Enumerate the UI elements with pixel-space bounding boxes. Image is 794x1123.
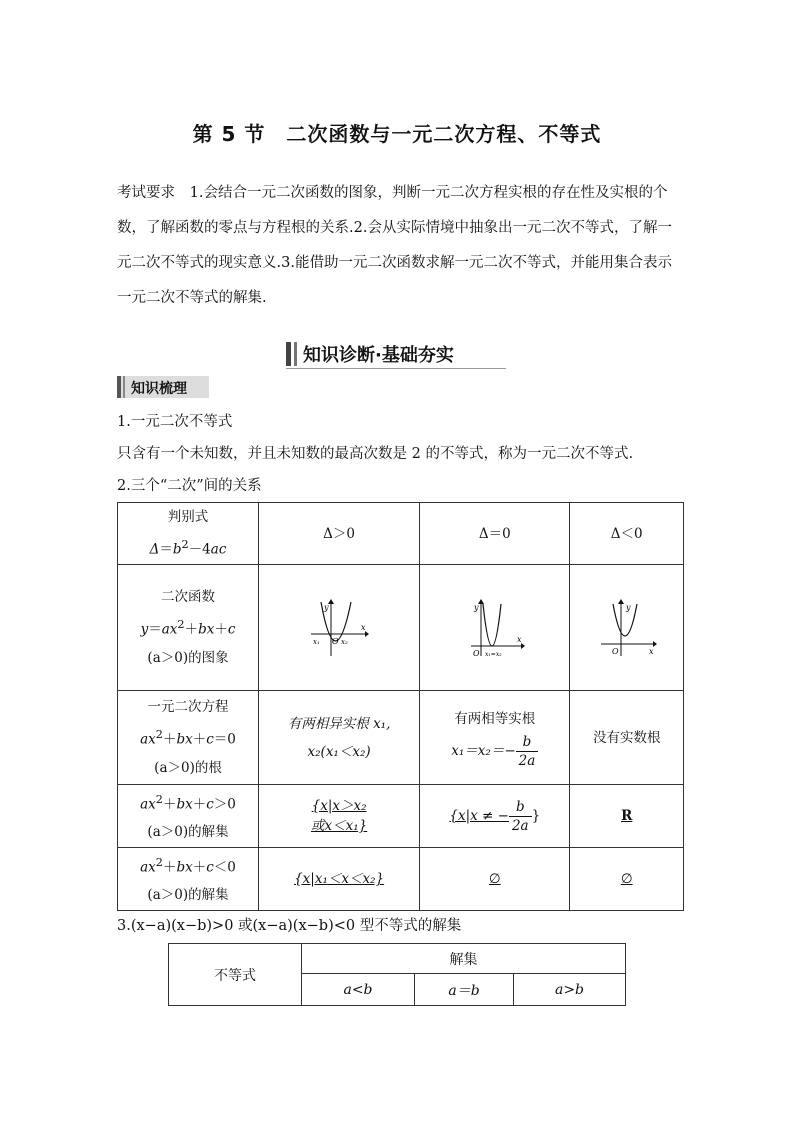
- svg-text:x₁: x₁: [313, 637, 320, 646]
- lt-equal: [420, 848, 570, 911]
- subheading-bar-icon: [117, 376, 121, 398]
- svg-text:O: O: [332, 636, 339, 646]
- t2-case-a-greater-b: a>b: [514, 974, 626, 1006]
- gt-equal-suffix: }: [531, 807, 541, 824]
- subheading-title: 知识梳理: [131, 381, 187, 397]
- svg-text:x₁=x₂: x₁=x₂: [484, 650, 502, 658]
- gt-equal: [420, 785, 570, 848]
- gt-none: [570, 785, 684, 848]
- section3-heading: 3.(x−a)(x−b)>0 或(x−a)(x−b)<0 型不等式的解集: [117, 918, 462, 934]
- row-gt-label: [118, 785, 259, 848]
- equation-suffix: (a＞0)的根: [154, 759, 222, 776]
- t2-header-solution: 解集: [302, 944, 626, 974]
- parabola-two-roots-icon: [309, 598, 369, 658]
- section-banner: [286, 341, 506, 367]
- section2-heading: 2.三个“二次”间的关系: [117, 478, 262, 494]
- svg-text:x₂: x₂: [341, 637, 348, 646]
- subheading-bar-icon-2: [123, 376, 125, 398]
- function-label: 二次函数: [161, 589, 215, 606]
- gt-equal-prefix: {x|x ≠ −: [449, 807, 509, 824]
- roots-equal-fraction: [516, 733, 539, 770]
- svg-text:x: x: [361, 622, 366, 632]
- section1-body: 只含有一个未知数，并且未知数的最高次数是 2 的不等式，称为一元二次不等式.: [117, 446, 634, 462]
- svg-text:x: x: [516, 634, 522, 644]
- roots-two-line2: x₂(x₁＜x₂): [307, 743, 371, 760]
- svg-text:x: x: [648, 646, 654, 656]
- gt-suffix: (a＞0)的解集: [147, 824, 229, 841]
- banner-bar-icon: [286, 342, 291, 366]
- requirements-label: 考试要求: [117, 185, 175, 201]
- function-suffix: (a＞0)的图象: [147, 649, 229, 666]
- gt-two-line1: {x|x＞x₂: [311, 798, 367, 814]
- roots-equal-den: 2a: [518, 753, 536, 769]
- row-function-label: [118, 565, 259, 691]
- function-formula: $y=ax^2+bx+c$: [140, 618, 236, 638]
- banner-underline: [286, 368, 506, 369]
- gt-none-value: R: [621, 808, 633, 824]
- gt-formula: $ax^2+bx+c>0$: [140, 792, 236, 813]
- lt-none-value: ∅: [620, 871, 633, 887]
- roots-none: 没有实数根: [570, 691, 684, 785]
- equation-label: 一元二次方程: [147, 699, 229, 716]
- banner-bar-icon-2: [294, 342, 297, 366]
- roots-equal: [420, 691, 570, 785]
- discriminant-formula: $\Delta=b^2-4ac$: [149, 538, 227, 558]
- row-equation-label: [118, 691, 259, 785]
- svg-text:O: O: [611, 646, 619, 656]
- svg-text:y: y: [473, 602, 479, 612]
- svg-text:y: y: [625, 602, 631, 612]
- quadratic-relations-table: [117, 502, 684, 911]
- lt-equal-value: ∅: [488, 871, 501, 887]
- parabola-no-root-icon: [597, 598, 657, 658]
- lt-none: [570, 848, 684, 911]
- roots-equal-formula: [420, 733, 569, 770]
- header-delta-positive: Δ＞0: [259, 503, 420, 565]
- roots-equal-line1: 有两相等实根: [454, 711, 536, 727]
- lt-suffix: (a＞0)的解集: [147, 887, 229, 904]
- svg-text:y: y: [324, 602, 329, 612]
- subheading-box: [117, 376, 209, 398]
- lt-two-value: {x|x₁＜x＜x₂}: [294, 871, 385, 887]
- gt-two-line2: 或x＜x₁}: [310, 818, 368, 834]
- banner-title: 知识诊断·基础夯实: [303, 345, 454, 366]
- header-discriminant: [118, 503, 259, 565]
- graph-no-root: [570, 565, 684, 691]
- discriminant-label: 判别式: [167, 509, 209, 526]
- section1-heading: 1.一元二次不等式: [117, 414, 233, 430]
- roots-equal-num: b: [516, 733, 539, 752]
- gt-equal-fraction: [509, 798, 532, 835]
- equation-formula: $ax^2+bx+c=0$: [140, 728, 236, 748]
- t2-header-inequality: 不等式: [169, 944, 302, 1006]
- roots-two-line1: 有两相异实根 x₁,: [287, 715, 391, 732]
- svg-text:O: O: [472, 648, 480, 658]
- gt-equal-den: 2a: [511, 817, 529, 834]
- header-delta-zero: Δ＝0: [420, 503, 570, 565]
- roots-equal-prefix: x₁＝x₂＝−: [451, 743, 516, 759]
- lt-formula: $ax^2+bx+c<0$: [140, 855, 236, 876]
- requirements-text: 1.会结合一元二次函数的图象，判断一元二次方程实根的存在性及实根的个数，了解函数的零点与方程根的关系.2.会从实际情境中抽象出一元二次不等式，了解一元二次不等式的现实意义.3.能借助一元二次函数求解一元二次不等式，并能用集合表示一元二次不等式的解集.: [117, 185, 672, 306]
- factored-inequality-table: [168, 943, 626, 1006]
- gt-equal-num: b: [509, 798, 532, 817]
- page-title: 第 5 节 二次函数与一元二次方程、不等式: [192, 122, 602, 146]
- graph-two-roots: [259, 565, 420, 691]
- gt-two: [259, 785, 420, 848]
- t2-case-a-equal-b: a＝b: [415, 974, 514, 1006]
- row-lt-label: [118, 848, 259, 911]
- header-delta-negative: Δ＜0: [570, 503, 684, 565]
- parabola-one-root-icon: [465, 598, 525, 658]
- graph-one-root: [420, 565, 570, 691]
- roots-two: [259, 691, 420, 785]
- t2-case-a-less-b: a<b: [302, 974, 415, 1006]
- lt-two: [259, 848, 420, 911]
- exam-requirements: [117, 176, 682, 316]
